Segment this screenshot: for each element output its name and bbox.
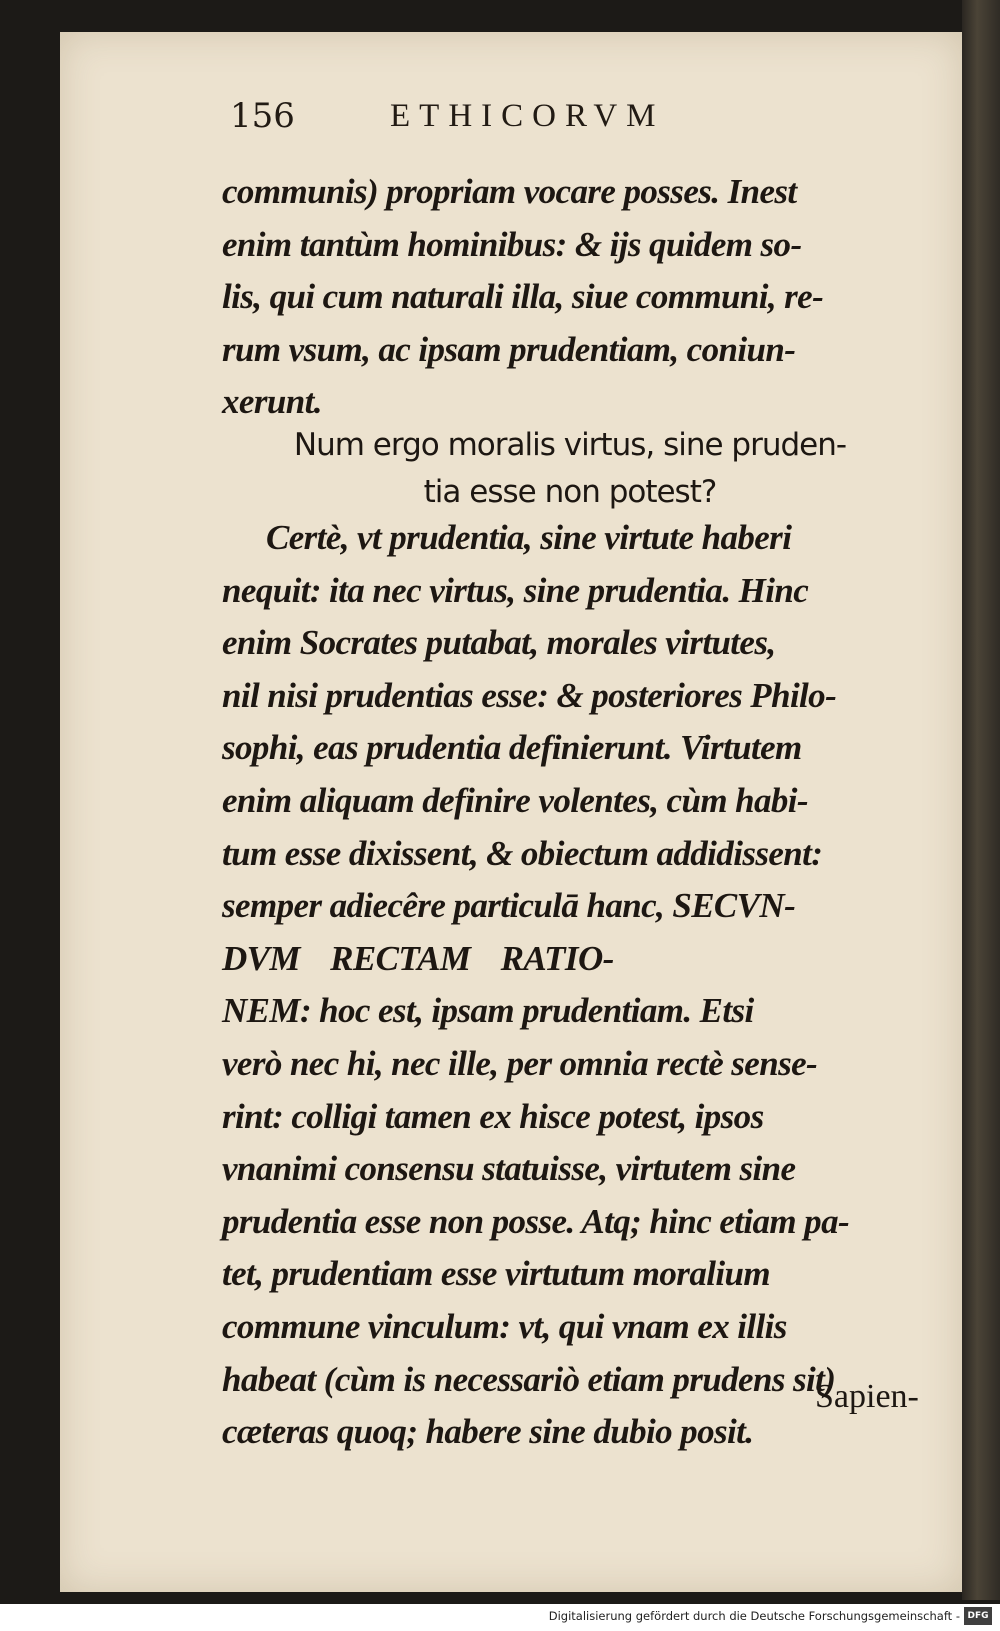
- text-line: Certè, vt prudentia, sine virtute haberi: [266, 518, 792, 557]
- dfg-logo-icon: DFG: [964, 1607, 992, 1625]
- page-header: [230, 96, 830, 146]
- text-line: semper adiecêre particulā hanc, SECVN-: [222, 886, 796, 926]
- text-line: xerunt.: [222, 382, 322, 422]
- text-line: enim Socrates putabat, morales virtutes,: [222, 623, 776, 663]
- text-line: rum vsum, ac ipsam prudentiam, coniun-: [222, 329, 796, 369]
- text-line: nil nisi prudentias esse: & posteriores Philo-: [222, 675, 837, 715]
- text-line: DVM RECTAM RATIO-: [222, 938, 614, 978]
- text-line: verò nec hi, nec ille, per omnia rectè sense-: [222, 1043, 818, 1083]
- text-line: habeat (cùm is necessariò etiam prudens sit): [222, 1359, 836, 1399]
- text-line: tet, prudentiam esse virtutum moralium: [222, 1254, 770, 1294]
- funding-credit: Digitalisierung gefördert durch die Deutsche Forschungsgemeinschaft -: [548, 1609, 960, 1623]
- text-line: commune vinculum: vt, qui vnam ex illis: [222, 1306, 787, 1346]
- paragraph-1: [222, 166, 922, 429]
- catchword: Sapien-: [815, 1378, 919, 1415]
- running-title: ETHICORVM: [390, 98, 665, 134]
- text-line: NEM: hoc est, ipsam prudentiam. Etsi: [222, 991, 754, 1031]
- heading-line: tia esse non potest?: [423, 474, 717, 510]
- text-line: vnanimi consensu statuisse, virtutem sine: [222, 1149, 796, 1189]
- text-line: rint: colligi tamen ex hisce potest, ipsos: [222, 1096, 764, 1136]
- text-line: lis, qui cum naturali illa, siue communi, re-: [222, 277, 824, 317]
- text-line: nequit: ita nec virtus, sine prudentia. Hinc: [222, 570, 809, 610]
- text-line: prudentia esse non posse. Atq; hinc etiam pa-: [222, 1201, 850, 1241]
- digitization-footer: [0, 1604, 1000, 1631]
- paragraph-2: [222, 512, 922, 1459]
- text-line: tum esse dixissent, & obiectum addidissent:: [222, 833, 823, 873]
- text-line: enim tantùm hominibus: & ijs quidem so-: [222, 224, 802, 264]
- text-line: communis) propriam vocare posses. Inest: [222, 172, 797, 211]
- text-line: enim aliquam definire volentes, cùm habi-: [222, 780, 808, 820]
- heading-line: Num ergo moralis virtus, sine pruden-: [293, 427, 847, 463]
- text-line: sophi, eas prudentia definierunt. Virtutem: [222, 728, 802, 768]
- page-number: 156: [230, 96, 295, 136]
- text-line: cæteras quoq; habere sine dubio posit.: [222, 1412, 754, 1452]
- section-heading: [260, 422, 880, 516]
- book-fore-edge: [962, 0, 1000, 1600]
